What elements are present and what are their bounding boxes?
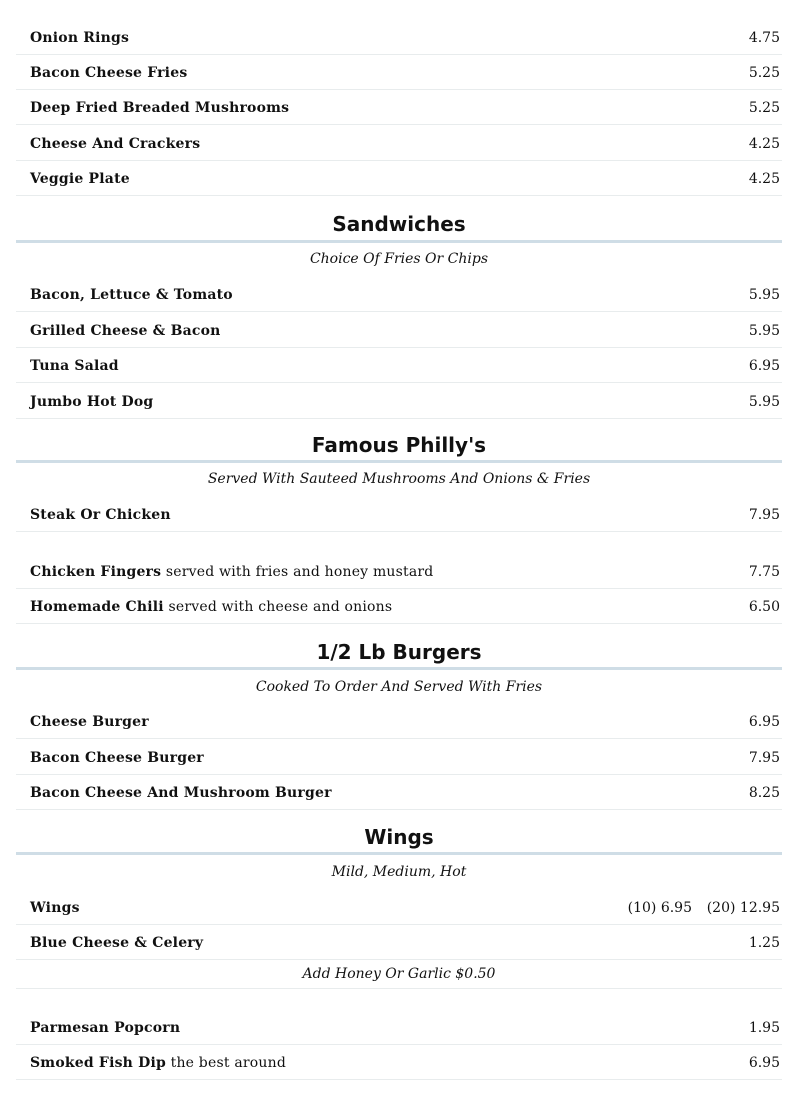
item-name [30,564,433,580]
menu-item-row [16,348,782,383]
menu-item-row [16,312,782,348]
item-name: Tuna Salad [30,358,119,374]
item-name: Bacon, Lettuce & Tomato [30,287,233,303]
section-title-burgers: 1/2 Lb Burgers [316,640,482,664]
item-name: Blue Cheese & Celery [30,935,204,951]
item-price: 1.25 [748,935,780,951]
item-name: Veggie Plate [30,171,130,187]
menu-item-row [16,55,782,90]
section-title-phillys: Famous Philly's [311,433,487,457]
item-name: Grilled Cheese & Bacon [30,323,221,339]
section-subtitle: Served With Sauteed Mushrooms And Onions & Fries [207,471,591,487]
item-price: 6.95 [748,358,780,374]
item-price: 5.95 [748,287,780,303]
menu-item-row [16,1008,782,1045]
note-divider [16,988,782,989]
menu-item-row [16,125,782,161]
menu-item-row [16,161,782,196]
menu-item-row [16,775,782,810]
item-price: 7.95 [748,507,780,523]
item-name [30,1020,180,1036]
item-name: Jumbo Hot Dog [30,394,154,410]
section-divider [16,240,782,243]
item-price: 1.95 [748,1020,780,1036]
item-price: 4.25 [748,136,780,152]
menu-item-row [16,739,782,775]
section-divider [16,667,782,670]
item-price: 5.95 [748,323,780,339]
item-name: Deep Fried Breaded Mushrooms [30,100,290,116]
item-price: 4.25 [748,171,780,187]
menu-item-row [16,22,782,55]
item-price: 4.75 [748,30,780,46]
item-price: 6.95 [748,1055,780,1071]
item-name: Wings [30,900,80,916]
item-price: 6.50 [748,599,780,615]
item-name-text: Chicken Fingers [30,564,162,580]
item-price: 6.95 [748,714,780,730]
item-name: Steak Or Chicken [30,507,171,523]
item-price-10: (10) 6.95 [627,900,692,916]
item-name: Onion Rings [30,30,130,46]
menu-item-row [16,889,782,925]
menu-item-row [16,383,782,419]
menu-item-row [16,925,782,960]
menu-item-row [16,1045,782,1080]
item-name: Bacon Cheese Fries [30,65,188,81]
item-name-text: Homemade Chili [30,599,164,615]
item-price: 5.25 [748,65,780,81]
item-name [30,1055,286,1071]
item-price-20: (20) 12.95 [706,900,780,916]
item-name: Cheese And Crackers [30,136,201,152]
section-divider [16,460,782,463]
section-subtitle: Choice Of Fries Or Chips [309,251,489,267]
item-price: 7.95 [748,750,780,766]
item-price: 7.75 [748,564,780,580]
item-description: served with fries and honey mustard [161,564,434,580]
section-title-sandwiches: Sandwiches [332,212,466,236]
item-price: 5.25 [748,100,780,116]
item-price: 5.95 [748,394,780,410]
item-name: Bacon Cheese And Mushroom Burger [30,785,332,801]
menu-item-row [16,589,782,624]
section-subtitle: Cooked To Order And Served With Fries [255,679,543,695]
item-name: Cheese Burger [30,714,149,730]
item-description: served with cheese and onions [163,599,393,615]
section-subtitle: Mild, Medium, Hot [331,864,467,880]
section-divider [16,852,782,855]
menu-item-row [16,90,782,125]
section-note: Add Honey Or Garlic $0.50 [302,966,496,982]
menu-item-row [16,704,782,739]
section-title-wings: Wings [364,825,434,849]
menu-item-row [16,277,782,312]
item-name-text: Smoked Fish Dip [30,1055,166,1071]
item-name-text: Parmesan Popcorn [30,1020,181,1036]
item-price: 8.25 [748,785,780,801]
item-name: Bacon Cheese Burger [30,750,204,766]
item-description: the best around [165,1055,286,1071]
menu-item-row [16,497,782,532]
item-name [30,599,392,615]
menu-item-row [16,552,782,589]
